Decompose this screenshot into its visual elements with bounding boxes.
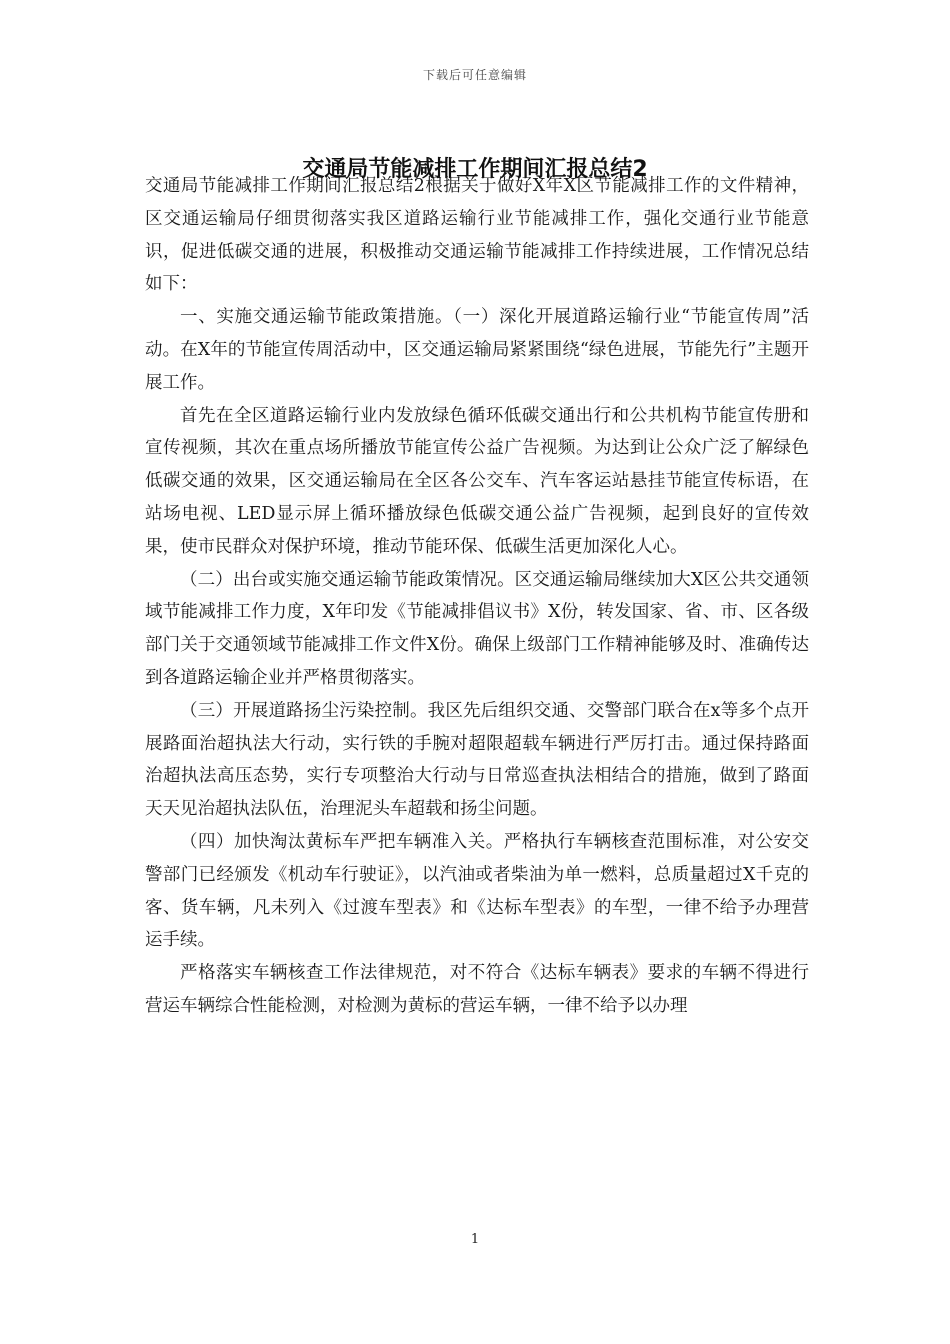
paragraph-section-4: （四）加快淘汰黄标车严把车辆准入关。严格执行车辆核查范围标准，对公安交警部门已经颁发《机动车行驶证》，以汽油或者柴油为单一燃料，总质量超过X千克的客、货车辆，凡未列入《过渡车型表》和《达标车型表》的车型，一律不给予办理营运手续。 (145, 831, 809, 951)
page-number: 1 (470, 1232, 480, 1247)
paragraph-publicity: 首先在全区道路运输行业内发放绿色循环低碳交通出行和公共机构节能宣传册和宣传视频，其次在重点场所播放节能宣传公益广告视频。为达到让公众广泛了解绿色低碳交通的效果，区交通运输局在全区各公交车、汽车客运站悬挂节能宣传标语，在站场电视、LED显示屏上循环播放绿色低碳交通公益广告视频，起到良好的宣传效果，使市民群众对保护环境，推动节能环保、低碳生活更加深化人心。 (145, 405, 809, 557)
paragraph-section-2: （二）出台或实施交通运输节能政策情况。区交通运输局继续加大X区公共交通领域节能减排工作力度，X年印发《节能减排倡议书》X份，转发国家、省、市、区各级部门关于交通领域节能减排工作文件X份。确保上级部门工作精神能够及时、准确传达到各道路运输企业并严格贯彻落实。 (145, 569, 809, 688)
paragraph-intro: 交通局节能减排工作期间汇报总结2根据关于做好X年X区节能减排工作的文件精神，区交通运输局仔细贯彻落实我区道路运输行业节能减排工作，强化交通行业节能意识，促进低碳交通的进展，积极推动交通运输节能减排工作持续进展，工作情况总结如下： (145, 176, 809, 295)
paragraph-section-3: （三）开展道路扬尘污染控制。我区先后组织交通、交警部门联合在x等多个点开展路面治超执法大行动，实行铁的手腕对超限超载车辆进行严厉打击。通过保持路面治超执法高压态势，实行专项整治大行动与日常巡查执法相结合的措施，做到了路面天天见治超执法队伍，治理泥头车超载和扬尘问题。 (145, 700, 809, 820)
document-body (145, 170, 809, 1023)
document-title: 交通局节能减排工作期间汇报总结2 (302, 157, 648, 182)
header-note: 下载后可任意编辑 (422, 68, 527, 82)
paragraph-vehicle-check: 严格落实车辆核查工作法律规范，对不符合《达标车辆表》要求的车辆不得进行营运车辆综合性能检测，对检测为黄标的营运车辆，一律不给予以办理 (145, 963, 809, 1016)
paragraph-section-1: 一、实施交通运输节能政策措施。（一）深化开展道路运输行业“节能宣传周”活动。在X年的节能宣传周活动中，区交通运输局紧紧围绕“绿色进展，节能先行”主题开展工作。 (145, 307, 809, 393)
